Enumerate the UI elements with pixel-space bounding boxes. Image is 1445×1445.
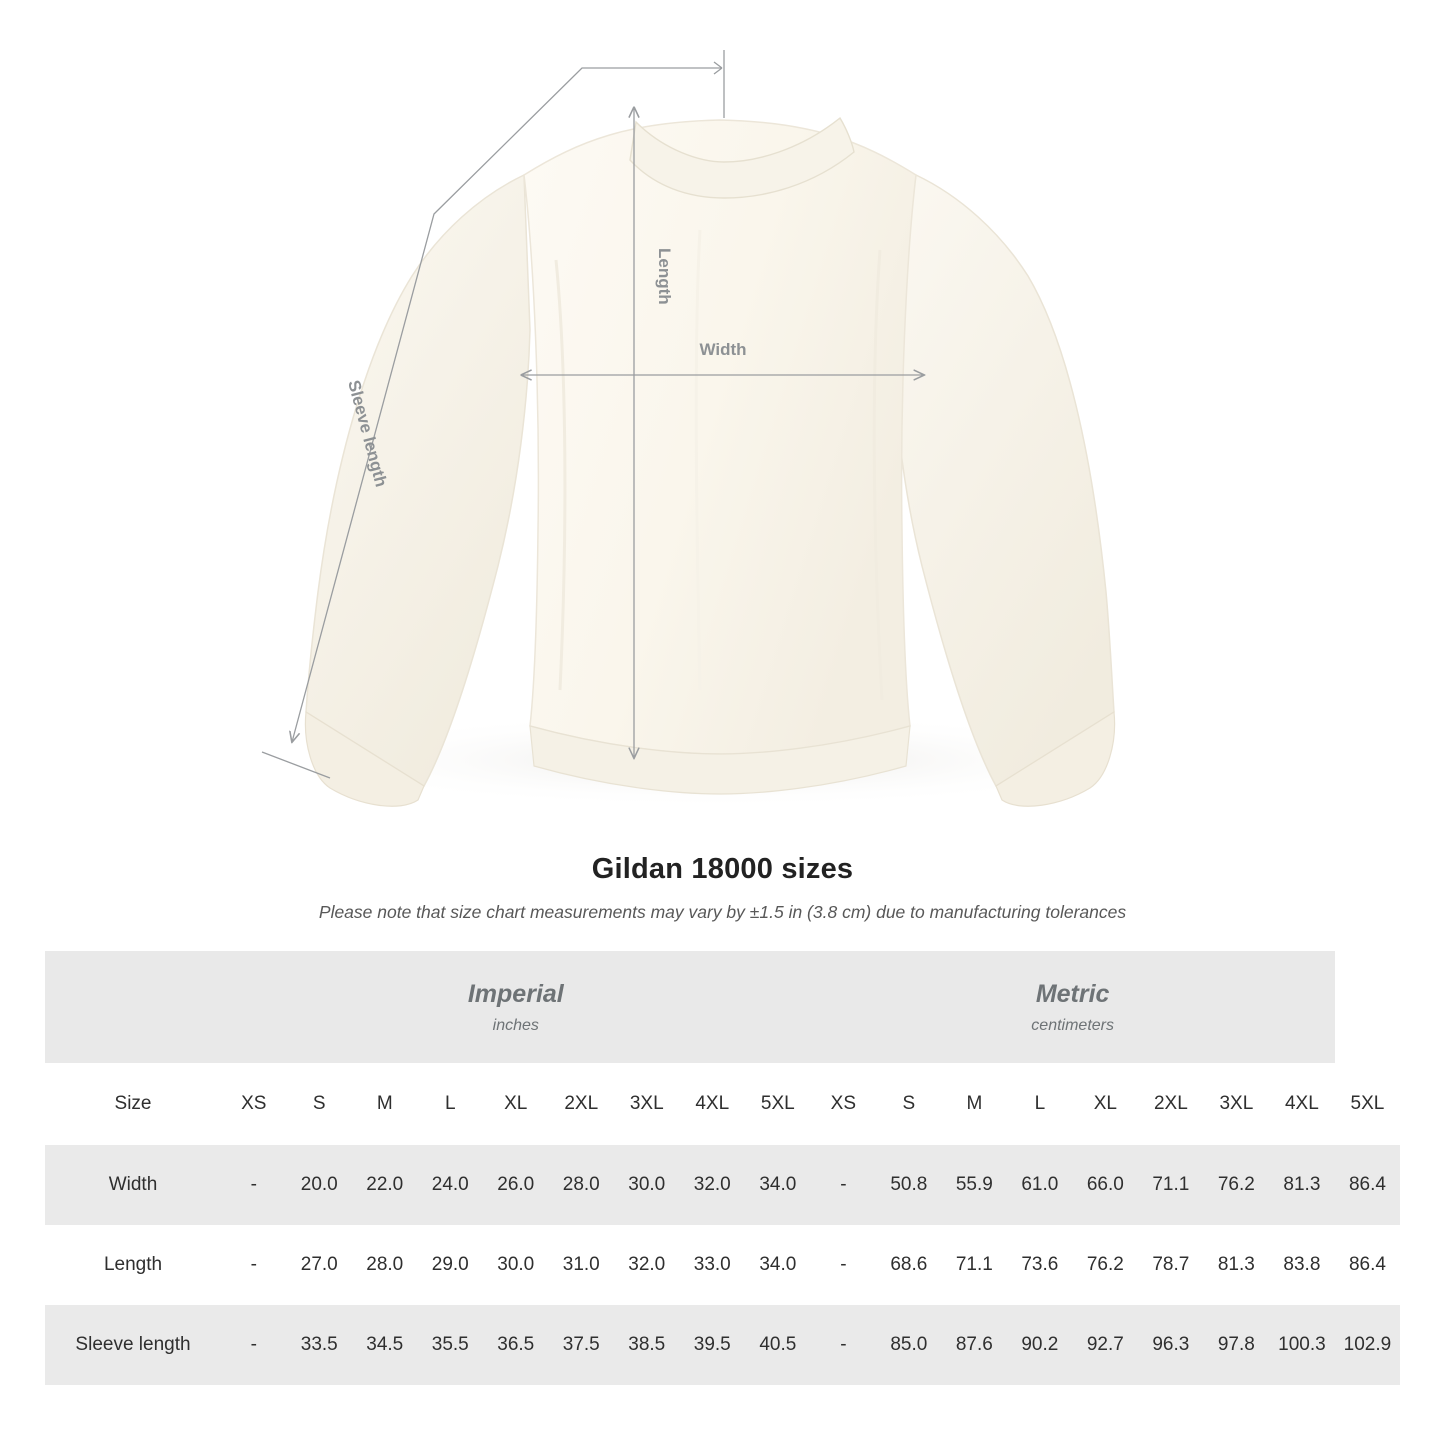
unit-imperial-name: Imperial (467, 979, 564, 1008)
cell-length-5: 31.0 (549, 1225, 615, 1305)
cell-length-12: 73.6 (1007, 1225, 1073, 1305)
cell-width-16: 81.3 (1269, 1145, 1335, 1225)
header-size-5xl-met: 5XL (1335, 1063, 1401, 1145)
chart-title-block (0, 853, 1445, 923)
size-table-wrap (0, 951, 1445, 1385)
width-label: Width (699, 340, 747, 359)
table-row (45, 1225, 1400, 1305)
cell-length-8: 34.0 (745, 1225, 811, 1305)
unit-metric-sub: centimeters (1031, 1016, 1114, 1034)
table-row (45, 1305, 1400, 1385)
cell-width-2: 22.0 (352, 1145, 418, 1225)
cell-sleeve-12: 90.2 (1007, 1305, 1073, 1385)
header-size-l-imp: L (418, 1063, 484, 1145)
row-label-length: Length (45, 1225, 221, 1305)
cell-sleeve-1: 33.5 (287, 1305, 353, 1385)
cell-length-7: 33.0 (680, 1225, 746, 1305)
cell-sleeve-6: 38.5 (614, 1305, 680, 1385)
unit-metric-name: Metric (1035, 979, 1110, 1008)
cell-length-0: - (221, 1225, 287, 1305)
header-size-m-imp: M (352, 1063, 418, 1145)
cell-length-9: - (811, 1225, 877, 1305)
cell-sleeve-2: 34.5 (352, 1305, 418, 1385)
cell-sleeve-15: 97.8 (1204, 1305, 1270, 1385)
cell-sleeve-8: 40.5 (745, 1305, 811, 1385)
cell-sleeve-17: 102.9 (1335, 1305, 1401, 1385)
header-size-xl-met: XL (1073, 1063, 1139, 1145)
cell-width-4: 26.0 (483, 1145, 549, 1225)
header-size-3xl-imp: 3XL (614, 1063, 680, 1145)
cell-length-1: 27.0 (287, 1225, 353, 1305)
sleeve-length-label: Sleeve length (344, 378, 391, 489)
cell-width-8: 34.0 (745, 1145, 811, 1225)
row-label-width: Width (45, 1145, 221, 1225)
cell-sleeve-0: - (221, 1305, 287, 1385)
header-size-s-met: S (876, 1063, 942, 1145)
cell-width-6: 30.0 (614, 1145, 680, 1225)
sweatshirt-graphic (305, 118, 1114, 806)
header-size-4xl-imp: 4XL (680, 1063, 746, 1145)
cell-length-13: 76.2 (1073, 1225, 1139, 1305)
header-size-2xl-imp: 2XL (549, 1063, 615, 1145)
header-size-xs-imp: XS (221, 1063, 287, 1145)
cell-sleeve-5: 37.5 (549, 1305, 615, 1385)
cell-width-5: 28.0 (549, 1145, 615, 1225)
cell-length-6: 32.0 (614, 1225, 680, 1305)
length-label: Length (655, 248, 674, 305)
header-size-s-imp: S (287, 1063, 353, 1145)
cell-length-2: 28.0 (352, 1225, 418, 1305)
cell-sleeve-4: 36.5 (483, 1305, 549, 1385)
header-size-3xl-met: 3XL (1204, 1063, 1270, 1145)
cell-width-3: 24.0 (418, 1145, 484, 1225)
cell-length-16: 83.8 (1269, 1225, 1335, 1305)
cell-sleeve-13: 92.7 (1073, 1305, 1139, 1385)
cell-width-12: 61.0 (1007, 1145, 1073, 1225)
row-label-sleeve-length: Sleeve length (45, 1305, 221, 1385)
cell-width-17: 86.4 (1335, 1145, 1401, 1225)
cell-length-11: 71.1 (942, 1225, 1008, 1305)
header-size-xl-imp: XL (483, 1063, 549, 1145)
header-size-2xl-met: 2XL (1138, 1063, 1204, 1145)
cell-width-9: - (811, 1145, 877, 1225)
page-title: Gildan 18000 sizes (591, 853, 854, 885)
cell-length-17: 86.4 (1335, 1225, 1401, 1305)
cell-length-10: 68.6 (876, 1225, 942, 1305)
unit-header-row (45, 951, 1400, 1063)
cell-sleeve-7: 39.5 (680, 1305, 746, 1385)
cell-width-10: 50.8 (876, 1145, 942, 1225)
header-size-5xl-imp: 5XL (745, 1063, 811, 1145)
header-size-l-met: L (1007, 1063, 1073, 1145)
header-size-4xl-met: 4XL (1269, 1063, 1335, 1145)
cell-width-0: - (221, 1145, 287, 1225)
header-size-label: Size (45, 1063, 221, 1145)
cell-sleeve-9: - (811, 1305, 877, 1385)
cell-sleeve-16: 100.3 (1269, 1305, 1335, 1385)
cell-sleeve-14: 96.3 (1138, 1305, 1204, 1385)
cell-sleeve-3: 35.5 (418, 1305, 484, 1385)
cell-width-15: 76.2 (1204, 1145, 1270, 1225)
table-row (45, 1145, 1400, 1225)
header-size-xs-met: XS (811, 1063, 877, 1145)
cell-width-1: 20.0 (287, 1145, 353, 1225)
cell-length-3: 29.0 (418, 1225, 484, 1305)
size-header-row (45, 1063, 1400, 1145)
unit-imperial-sub: inches (492, 1016, 539, 1034)
size-table (45, 951, 1400, 1385)
unit-header-imperial (221, 951, 811, 1063)
cell-width-11: 55.9 (942, 1145, 1008, 1225)
cell-width-13: 66.0 (1073, 1145, 1139, 1225)
cell-length-4: 30.0 (483, 1225, 549, 1305)
unit-header-metric (811, 951, 1335, 1063)
cell-sleeve-11: 87.6 (942, 1305, 1008, 1385)
cell-length-15: 81.3 (1204, 1225, 1270, 1305)
header-size-m-met: M (942, 1063, 1008, 1145)
unit-header-spacer (45, 951, 221, 1063)
cell-width-14: 71.1 (1138, 1145, 1204, 1225)
cell-width-7: 32.0 (680, 1145, 746, 1225)
cell-sleeve-10: 85.0 (876, 1305, 942, 1385)
cell-length-14: 78.7 (1138, 1225, 1204, 1305)
tolerance-note: Please note that size chart measurements may vary by ±1.5 in (3.8 cm) due to manufacturing tolerances (318, 902, 1127, 922)
